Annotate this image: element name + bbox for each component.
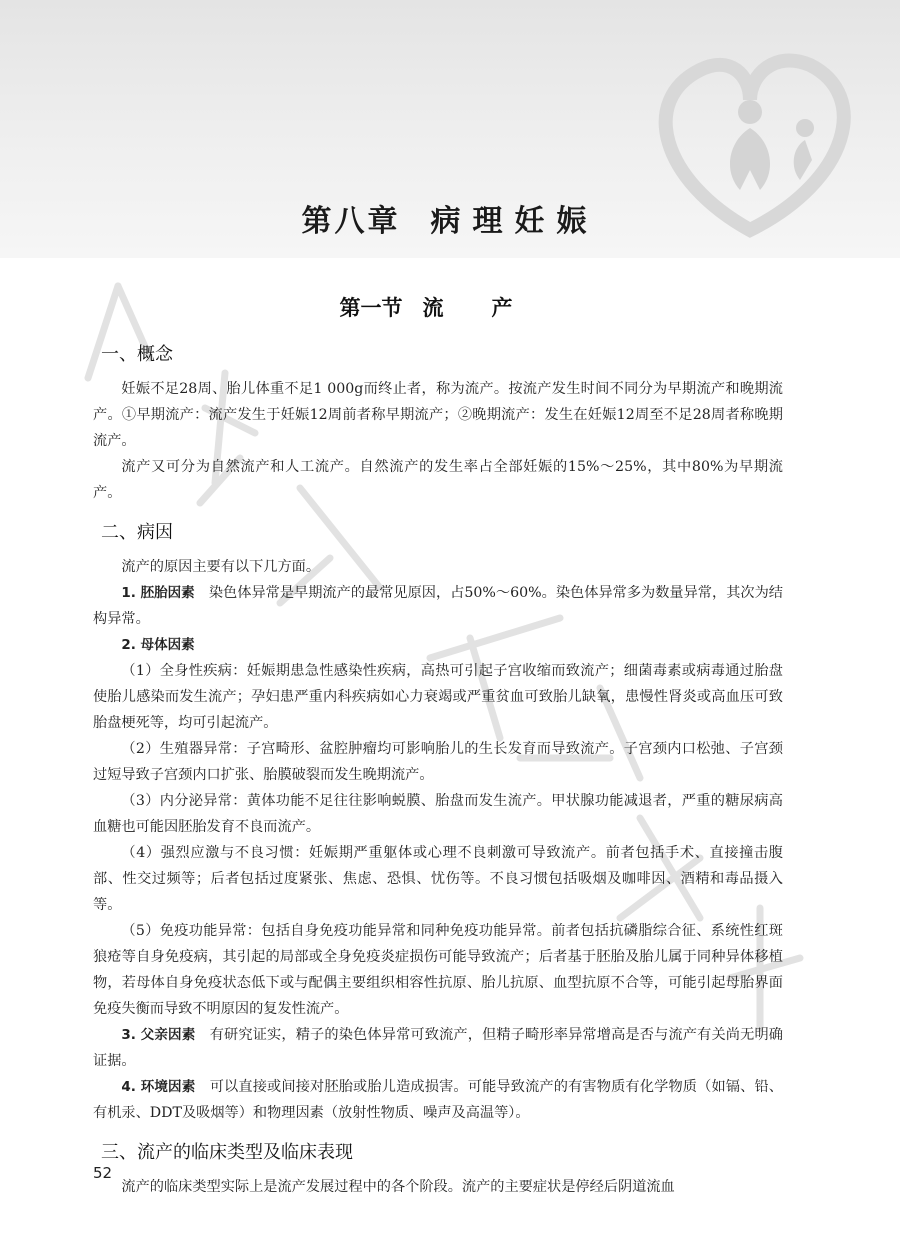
factor-paternal-label: 3. 父亲因素 [121,1027,196,1043]
chapter-name: 病理妊娠 [430,204,599,239]
maternal-item-2: （2）生殖器异常：子宫畸形、盆腔肿瘤均可影响胎儿的生长发育而导致流产。子宫颈内口松弛、子宫颈过短导致子宫颈内口扩张、胎膜破裂而发生晚期流产。 [93,741,783,783]
chapter-number: 第八章 [301,204,401,239]
content-body [93,340,783,1200]
heading-etiology: 二、病因 [101,522,173,543]
factor-paternal [93,1022,783,1074]
clinical-paragraph-1: 流产的临床类型实际上是流产发展过程中的各个阶段。流产的主要症状是停经后阴道流血 [121,1179,675,1195]
factor-embryo-text: 染色体异常是早期流产的最常见原因，占50%～60%。染色体异常多为数量异常，其次为结构异常。 [93,585,783,627]
heading-clinical-types: 三、流产的临床类型及临床表现 [101,1142,353,1163]
maternal-item-3: （3）内分泌异常：黄体功能不足往往影响蜕膜、胎盘而发生流产。甲状腺功能减退者，严重的糖尿病高血糖也可能因胚胎发育不良而流产。 [93,793,783,835]
factor-environment-text: 可以直接或间接对胚胎或胎儿造成损害。可能导致流产的有害物质有化学物质（如镉、铅、有机汞、DDT及吸烟等）和物理因素（放射性物质、噪声及高温等）。 [93,1079,783,1121]
factor-embryo [93,580,783,632]
heading-concept: 一、概念 [101,344,173,365]
concept-paragraph-2: 流产又可分为自然流产和人工流产。自然流产的发生率占全部妊娠的15%～25%，其中80%为早期流产。 [93,459,783,501]
factor-embryo-label: 1. 胚胎因素 [121,585,195,601]
concept-paragraph-1: 妊娠不足28周、胎儿体重不足1 000g而终止者，称为流产。按流产发生时间不同分为早期流产和晚期流产。①早期流产：流产发生于妊娠12周前者称早期流产；②晚期流产：发生在妊娠12周至不足28周者称晚期流产。 [93,381,783,449]
chapter-title [0,196,900,240]
section-title [0,292,900,322]
page-number: 52 [93,1164,113,1182]
section-name: 流产 [422,295,561,320]
section-number: 第一节 [339,295,403,320]
factor-maternal-label: 2. 母体因素 [121,637,195,653]
maternal-item-4: （4）强烈应激与不良习惯：妊娠期严重躯体或心理不良刺激可导致流产。前者包括手术、直接撞击腹部、性交过频等；后者包括过度紧张、焦虑、恐惧、忧伤等。不良习惯包括吸烟及咖啡因、酒精和毒品摄入等。 [93,845,783,913]
factor-environment [93,1074,783,1126]
maternal-item-1: （1）全身性疾病：妊娠期患急性感染性疾病，高热可引起子宫收缩而致流产；细菌毒素或病毒通过胎盘使胎儿感染而发生流产；孕妇患严重内科疾病如心力衰竭或严重贫血可致胎儿缺氧，患慢性肾炎或高血压可致胎盘梗死等，均可引起流产。 [93,663,783,731]
maternal-item-5: （5）免疫功能异常：包括自身免疫功能异常和同种免疫功能异常。前者包括抗磷脂综合征、系统性红斑狼疮等自身免疫病，其引起的局部或全身免疫炎症损伤可能导致流产；后者基于胚胎及胎儿属于同种异体移植物，若母体自身免疫状态低下或与配偶主要组织相容性抗原、胎儿抗原、血型抗原不合等，可能引起母胎界面免疫失衡而导致不明原因的复发性流产。 [93,923,783,1017]
factor-paternal-text: 有研究证实，精子的染色体异常可致流产，但精子畸形率异常增高是否与流产有关尚无明确证据。 [93,1027,783,1069]
factor-maternal [93,632,783,658]
factor-environment-label: 4. 环境因素 [121,1079,196,1095]
etiology-intro: 流产的原因主要有以下几方面。 [121,559,321,575]
